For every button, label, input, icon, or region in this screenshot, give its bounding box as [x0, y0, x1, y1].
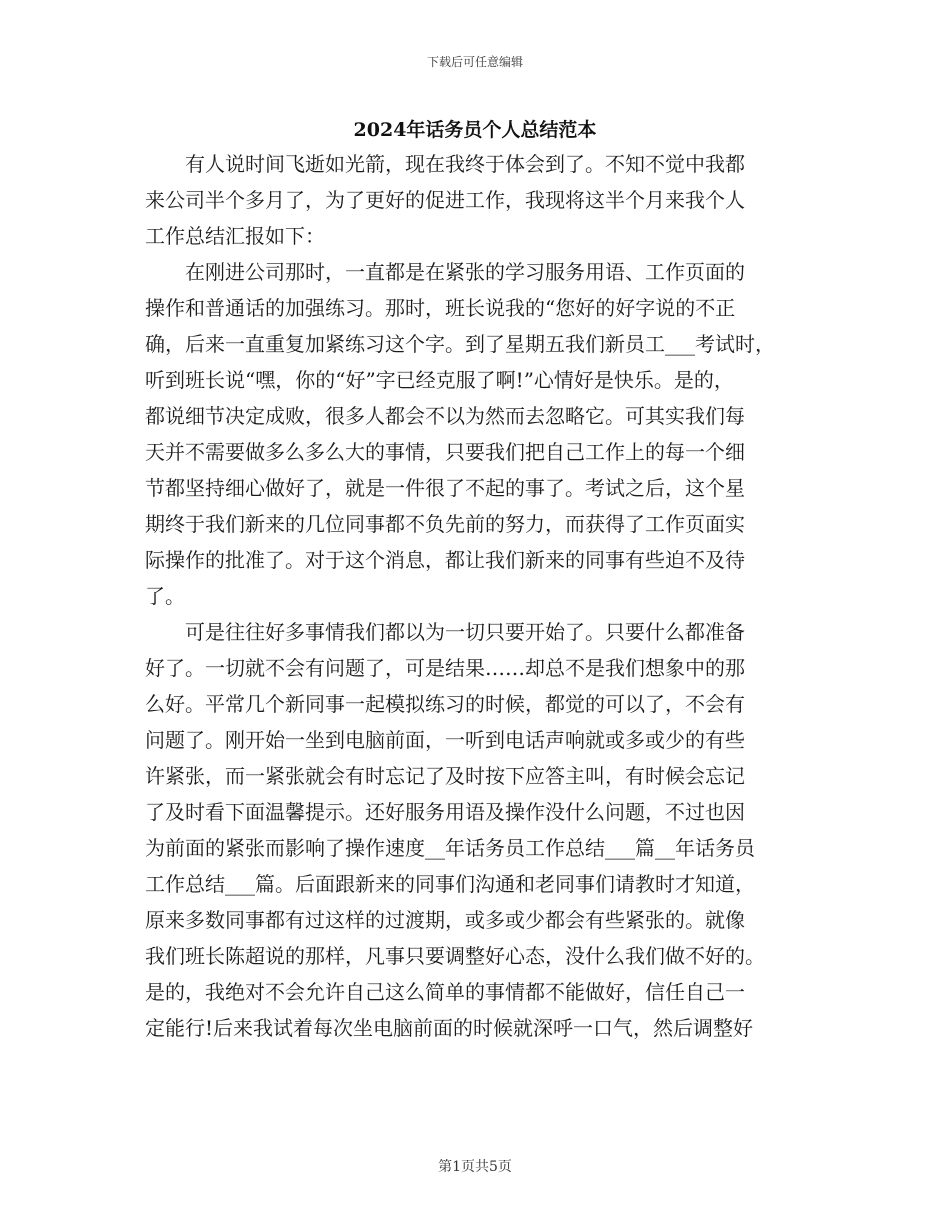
- body-line: 了。: [145, 584, 185, 608]
- page-header: 下载后可任意编辑: [426, 55, 523, 69]
- body-line: 工作总结___篇。后面跟新来的同事们沟通和老同事们请教时才知道，: [145, 872, 755, 896]
- body-line: 工作总结汇报如下：: [145, 224, 325, 248]
- body-line: 天并不需要做多么多么大的事情，只要我们把自己工作上的每一个细: [145, 440, 745, 464]
- document-body: [145, 146, 805, 1046]
- body-line: 定能行!后来我试着每次坐电脑前面的时候就深呼一口气，然后调整好: [145, 1016, 754, 1040]
- body-line: 在刚进公司那时，一直都是在紧张的学习服务用语、工作页面的: [185, 260, 745, 284]
- body-line: 我们班长陈超说的那样，凡事只要调整好心态，没什么我们做不好的。: [145, 944, 765, 968]
- body-line: 可是往往好多事情我们都以为一切只要开始了。只要什么都准备: [185, 620, 745, 644]
- body-line: 了及时看下面温馨提示。还好服务用语及操作没什么问题，不过也因: [145, 800, 745, 824]
- body-line: 是的，我绝对不会允许自己这么简单的事情都不能做好，信任自己一: [145, 980, 745, 1004]
- body-line: 好了。一切就不会有问题了，可是结果……却总不是我们想象中的那: [145, 656, 745, 680]
- body-line: 有人说时间飞逝如光箭，现在我终于体会到了。不知不觉中我都: [185, 152, 745, 176]
- body-line: 际操作的批准了。对于这个消息，都让我们新来的同事有些迫不及待: [145, 548, 745, 572]
- body-line: 么好。平常几个新同事一起模拟练习的时候，都觉的可以了，不会有: [145, 692, 745, 716]
- body-line: 确，后来一直重复加紧练习这个字。到了星期五我们新员工___考试时，: [145, 332, 775, 356]
- body-line: 节都坚持细心做好了，就是一件很了不起的事了。考试之后，这个星: [145, 476, 745, 500]
- page-footer: 第1页共5页: [438, 1159, 512, 1175]
- body-line: 听到班长说“嘿，你的“好”字已经克服了啊!”心情好是快乐。是的，: [145, 368, 734, 392]
- body-line: 问题了。刚开始一坐到电脑前面，一听到电话声响就或多或少的有些: [145, 728, 745, 752]
- body-line: 期终于我们新来的几位同事都不负先前的努力，而获得了工作页面实: [145, 512, 745, 536]
- body-line: 许紧张，而一紧张就会有时忘记了及时按下应答主叫，有时候会忘记: [145, 764, 745, 788]
- body-line: 为前面的紧张而影响了操作速度__年话务员工作总结___篇__年话务员: [145, 836, 755, 860]
- body-line: 操作和普通话的加强练习。那时，班长说我的“您好的好字说的不正: [145, 296, 736, 320]
- body-line: 都说细节决定成败，很多人都会不以为然而去忽略它。可其实我们每: [145, 404, 745, 428]
- document-title: 2024年话务员个人总结范本: [353, 119, 597, 141]
- body-line: 原来多数同事都有过这样的过渡期，或多或少都会有些紧张的。就像: [145, 908, 745, 932]
- body-line: 来公司半个多月了，为了更好的促进工作，我现将这半个月来我个人: [145, 188, 745, 212]
